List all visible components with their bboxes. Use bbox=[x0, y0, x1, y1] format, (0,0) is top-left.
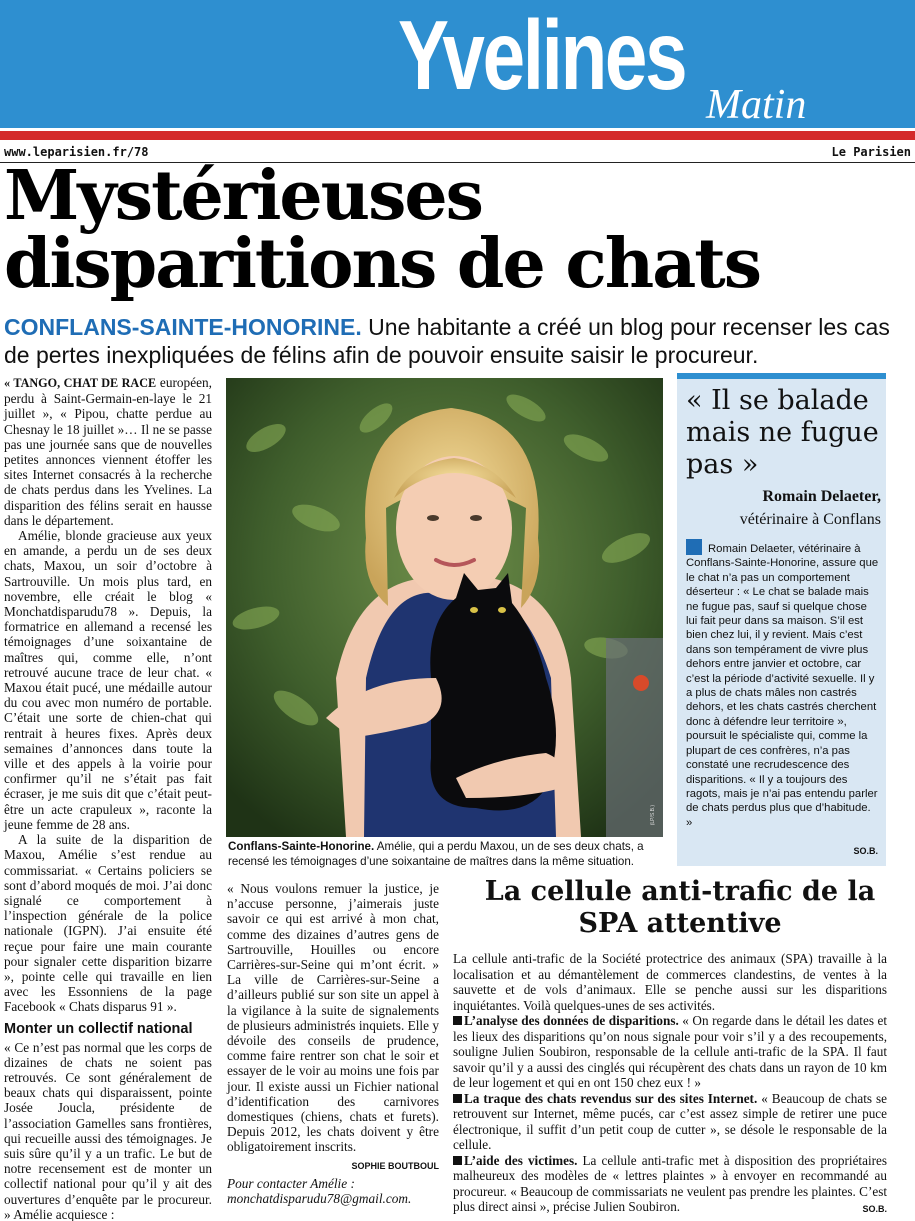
photo-caption bbox=[228, 840, 666, 869]
quote-author-role: vétérinaire à Conflans bbox=[739, 511, 881, 528]
sidebar-item bbox=[453, 1013, 887, 1091]
masthead-red-rule bbox=[0, 131, 915, 140]
square-bullet-icon bbox=[453, 1156, 462, 1165]
standfirst-text: Une habitante a créé un blog pour recenser les cas de pertes inexpliquées de félins afin de pouvoir ensuite saisir le procureur. bbox=[4, 314, 890, 368]
quote-author: Romain Delaeter, bbox=[762, 488, 881, 505]
paragraph: « Nous voulons remuer la justice, je n’accuse personne, j’aimerais juste savoir ce qui est arrivé à mon chat, comme des dizaines d’autres gens de Sartrouville, Houilles ou encore Carrières-sur-Seine qui m’ont écrit. » La ville de Carrières-sur-Seine a d’ailleurs publié sur son site un appel à la vigilance à la suite de signalements de plusieurs administrés inquiets. Elle y dévoile des conseils de prudence, comme faire rentrer son chat le soir et essayer de le voir au moins une fois par jour. Il existe aussi un Fichier national d’identification des carnivores domestiques (chiens, chats et furets). Depuis 2012, les chats doivent y être obligatoirement inscrits. bbox=[227, 881, 439, 1155]
sidebar-item-lead: La traque des chats revendus sur des sites Internet. bbox=[464, 1090, 758, 1106]
caption-place: Conflans-Sainte-Honorine. bbox=[228, 840, 375, 853]
quote-box-text bbox=[686, 539, 880, 830]
paragraph: Amélie, blonde gracieuse aux yeux en amande, a perdu un de ses deux chats, Maxou, un soir d’octobre à Sartrouville. Un mois plus tard, en novembre, elle créait le blog « Monchatdisparudu78 ». Depuis, la formatrice en allemand a recensé les témoignages d’une soixantaine de maîtres qui, comme elle, n’ont retrouvé aucune trace de leur chat. « Maxou était pucé, une médaille autour du cou avec mon numéro de portable. C’était une sorte de chien-chat qui rentrait à heures fixes. Après deux semaines d’annonces dans toute la ville et des appels à la voirie pour confirmer qu’il ne s’était pas fait écraser, je me suis dit que c’était peut-être un acte crapuleux », raconte la jeune femme de 28 ans. bbox=[4, 528, 212, 832]
author-signature: SOPHIE BOUTBOUL bbox=[351, 1160, 439, 1171]
square-bullet-icon bbox=[686, 539, 702, 555]
masthead bbox=[0, 0, 915, 128]
masthead-brand: Yvelines bbox=[398, 0, 686, 110]
sidebar-item-lead: L’analyse des données de disparitions. bbox=[464, 1013, 679, 1028]
quote-box-signature: SO.B. bbox=[853, 846, 878, 856]
sidebar-item bbox=[453, 1091, 887, 1153]
site-url[interactable]: www.leparisien.fr/78 bbox=[4, 145, 149, 159]
article-column-1 bbox=[4, 375, 212, 1221]
paragraph: A la suite de la disparition de Maxou, Amélie s’est rendue au commissariat. « Certains policiers se sont d’abord moqués de moi. J’ai donc signalé ce comportement à l’inspection générale de la police nationale (IGPN). J’ai ensuite été reçue pour faire une main courante pour signaler cette disparition bizarre », pointe celle qui travaille en lien avec les Essonniens de la page Facebook « Chats disparus 91 ». bbox=[4, 832, 212, 1015]
sidebar-item-lead: L’aide des victimes. bbox=[464, 1152, 578, 1168]
subheading: Monter un collectif national bbox=[4, 1020, 193, 1037]
article-photo bbox=[226, 378, 663, 837]
masthead-edition: Matin bbox=[706, 82, 807, 128]
paragraph-lead: « TANGO, CHAT DE RACE bbox=[4, 376, 157, 390]
paragraph: « Ce n’est pas normal que les corps de dizaines de chats ne soient pas retrouvés. Ce sont généralement de beaux chats qui disparaissent, pointe Josée Joucla, présidente de l’association Gamelles sans frontières, qui recueille aussi des témoignages. Je suis sûre qu’il y a un trafic. Le but de notre recensement est de monter un collectif national pour qu’il y ait des ouvertures d’enquête par le procureur. » Amélie acquiesce : bbox=[4, 1039, 212, 1221]
article-standfirst bbox=[4, 313, 909, 369]
sidebar-item-text: « Beaucoup de chats se retrouvent sur Internet, même pucés, car c’est assez simple de retirer une puce électronique, il suffit d’un petit coup de cutter », se désole le responsable de la cellule. bbox=[453, 1090, 887, 1152]
pull-quote: « Il se balade mais ne fugue pas » bbox=[686, 385, 879, 480]
square-bullet-icon bbox=[453, 1094, 462, 1103]
photo-credit: (LP/S.B.) bbox=[650, 805, 656, 826]
paragraph-text: européen, perdu à Saint-Germain-en-laye le 21 juillet », « Pipou, chatte perdue au Chesnay le 18 juillet »… Il ne se passe pas une journée sans que de nouvelles petites annonces viennent étoffer les sites Internet consacrés à la recherche de chats perdus dans les Yvelines. La disparition des félins serait en hausse dans le département. bbox=[4, 375, 212, 528]
quote-box bbox=[677, 373, 886, 866]
sidebar-item-text: La cellule anti-trafic met à disposition des propriétaires malheureux des modèles de « lettres plaintes » à envoyer en recommandé au procureur. « Beaucoup de commissariats ne veulent pas prendre les plaintes. C’est plus direct ainsi », précise Julien Soubiron. bbox=[453, 1152, 887, 1214]
sidebar-body bbox=[453, 951, 887, 1218]
sidebar-item bbox=[453, 1153, 887, 1215]
article-column-2 bbox=[227, 881, 439, 1206]
paper-name: Le Parisien bbox=[831, 145, 911, 159]
sidebar-intro: La cellule anti-trafic de la Société protectrice des animaux (SPA) travaille à la localisation et au démantèlement de commerces clandestins, de ventes à la sauvette et de vols d’animaux. Elle se penche aussi sur les disparitions inquiétantes. Voilà quelques-unes de ses activités. bbox=[453, 951, 887, 1013]
article-headline: Mystérieuses disparitions de chats bbox=[4, 156, 761, 304]
sidebar-signature: SO.B. bbox=[862, 1204, 887, 1214]
dateline-place: CONFLANS-SAINTE-HONORINE. bbox=[4, 314, 362, 340]
woman-with-black-cat-image bbox=[226, 378, 663, 837]
paragraph bbox=[4, 375, 212, 528]
caption-text: Amélie, qui a perdu Maxou, un de ses deux chats, a recensé les témoignages d’une soixantaine de maîtres dans la même situation. bbox=[228, 840, 644, 868]
square-bullet-icon bbox=[453, 1016, 462, 1025]
contact-line: Pour contacter Amélie : monchatdisparudu78@gmail.com. bbox=[227, 1175, 412, 1207]
sidebar-title: La cellule anti-trafic de la SPA attentive bbox=[484, 876, 876, 939]
sidebar-item-text: « On regarde dans le détail les dates et les lieux des disparitions qu’on nous signale pour voir s’il y a des recoupements, souligne Julien Soubiron, responsable de la cellule anti-trafic de la SPA. Il faut savoir qu’il y a aussi des cinglés qui récupèrent des chats dans un rayon de 10 km de leur logement et qui en ont 150 chez eux ! » bbox=[453, 1013, 887, 1090]
quote-box-paragraph: Romain Delaeter, vétérinaire à Conflans-Sainte-Honorine, assure que le chat n’a pas un comportement déserteur : « Le chat se balade mais ne fugue pas, sauf si quelque chose lui fait peur dans sa maison. S’il est bien chez lui, il y revient. Mais c’est dans son tempérament de vivre plus dehors entre janvier et octobre, car c’est la période d’activité sexuelle. Il y a plus de chats mâles non castrés dehors, et les chats castrés cherchent donc à défendre leur territoire », poursuit le spécialiste qui, comme la plupart de ces confrères, n’a pas constaté une recrudescence des disparitions. « Il y a toujours des ragots, mais je n’ai pas entendu parler de chats perdus plus que d’habitude. » bbox=[686, 543, 879, 829]
